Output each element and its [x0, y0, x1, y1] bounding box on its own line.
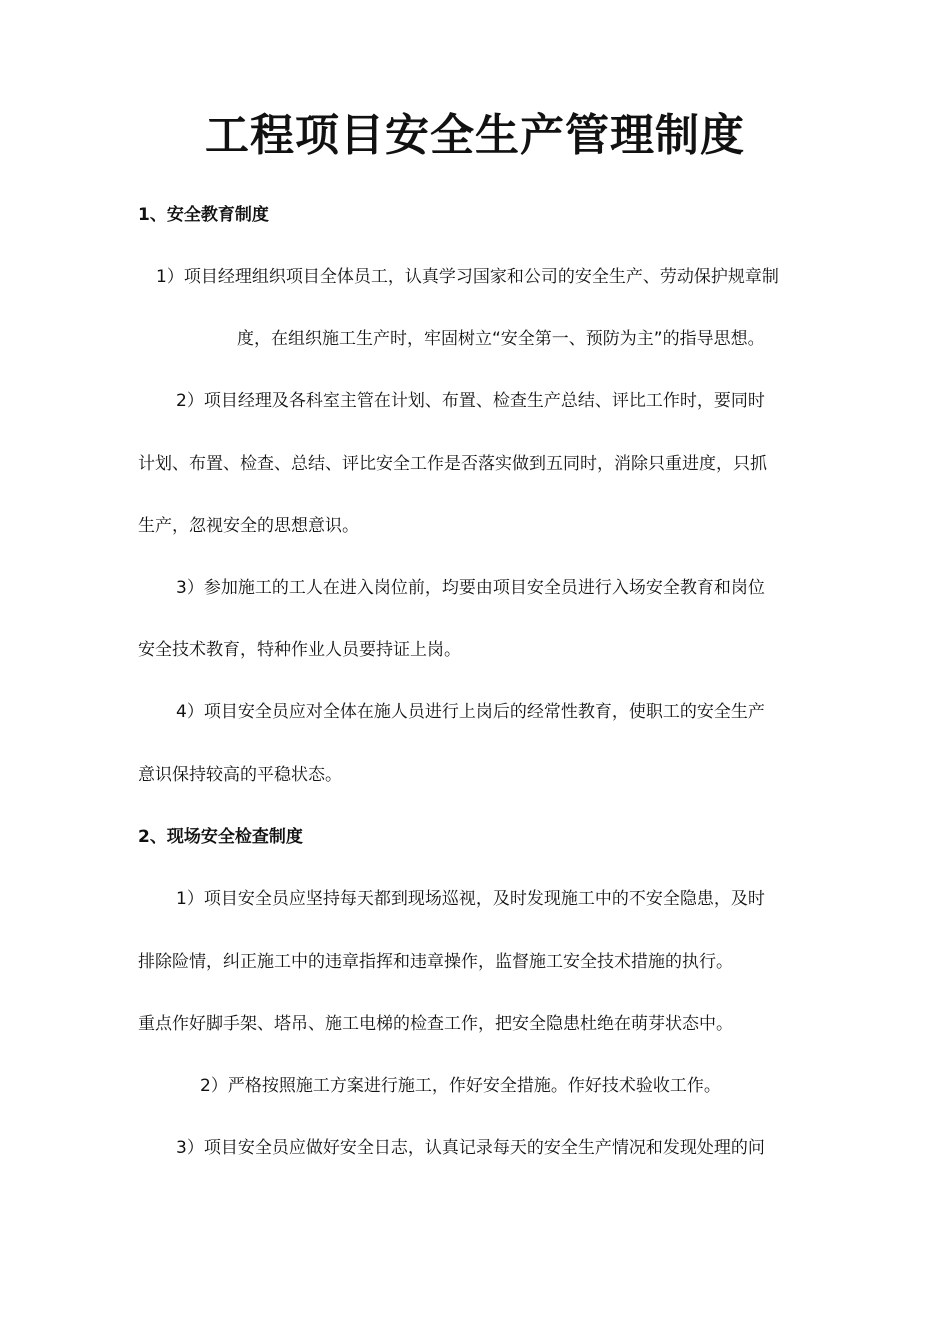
paragraph-line: 意识保持较高的平稳状态。 [138, 765, 342, 785]
paragraph-line: 重点作好脚手架、塔吊、施工电梯的检查工作，把安全隐患杜绝在萌芽状态中。 [138, 1014, 733, 1034]
paragraph-line: 生产，忽视安全的思想意识。 [138, 516, 359, 536]
paragraph-line: 安全技术教育，特种作业人员要持证上岗。 [138, 640, 461, 660]
paragraph-line: 计划、布置、检查、总结、评比安全工作是否落实做到五同时，消除只重进度，只抓 [138, 454, 767, 474]
paragraph-line: 3）参加施工的工人在进入岗位前，均要由项目安全员进行入场安全教育和岗位 [176, 578, 765, 598]
section-heading: 1、安全教育制度 [138, 205, 269, 225]
paragraph-line: 3）项目安全员应做好安全日志，认真记录每天的安全生产情况和发现处理的问 [176, 1138, 765, 1158]
document-title: 工程项目安全生产管理制度 [205, 110, 745, 161]
section-heading: 2、现场安全检查制度 [138, 827, 303, 847]
paragraph-line: 1）项目安全员应坚持每天都到现场巡视，及时发现施工中的不安全隐患，及时 [176, 889, 765, 909]
paragraph-line: 4）项目安全员应对全体在施人员进行上岗后的经常性教育，使职工的安全生产 [176, 702, 765, 722]
paragraph-line: 1）项目经理组织项目全体员工，认真学习国家和公司的安全生产、劳动保护规章制 [156, 267, 779, 287]
paragraph-line: 2）严格按照施工方案进行施工，作好安全措施。作好技术验收工作。 [200, 1076, 721, 1096]
paragraph-line: 2）项目经理及各科室主管在计划、布置、检查生产总结、评比工作时，要同时 [176, 391, 765, 411]
paragraph-line: 排除险情，纠正施工中的违章指挥和违章操作，监督施工安全技术措施的执行。 [138, 952, 733, 972]
paragraph-line: 度，在组织施工生产时，牢固树立“安全第一、预防为主”的指导思想。 [237, 329, 765, 349]
